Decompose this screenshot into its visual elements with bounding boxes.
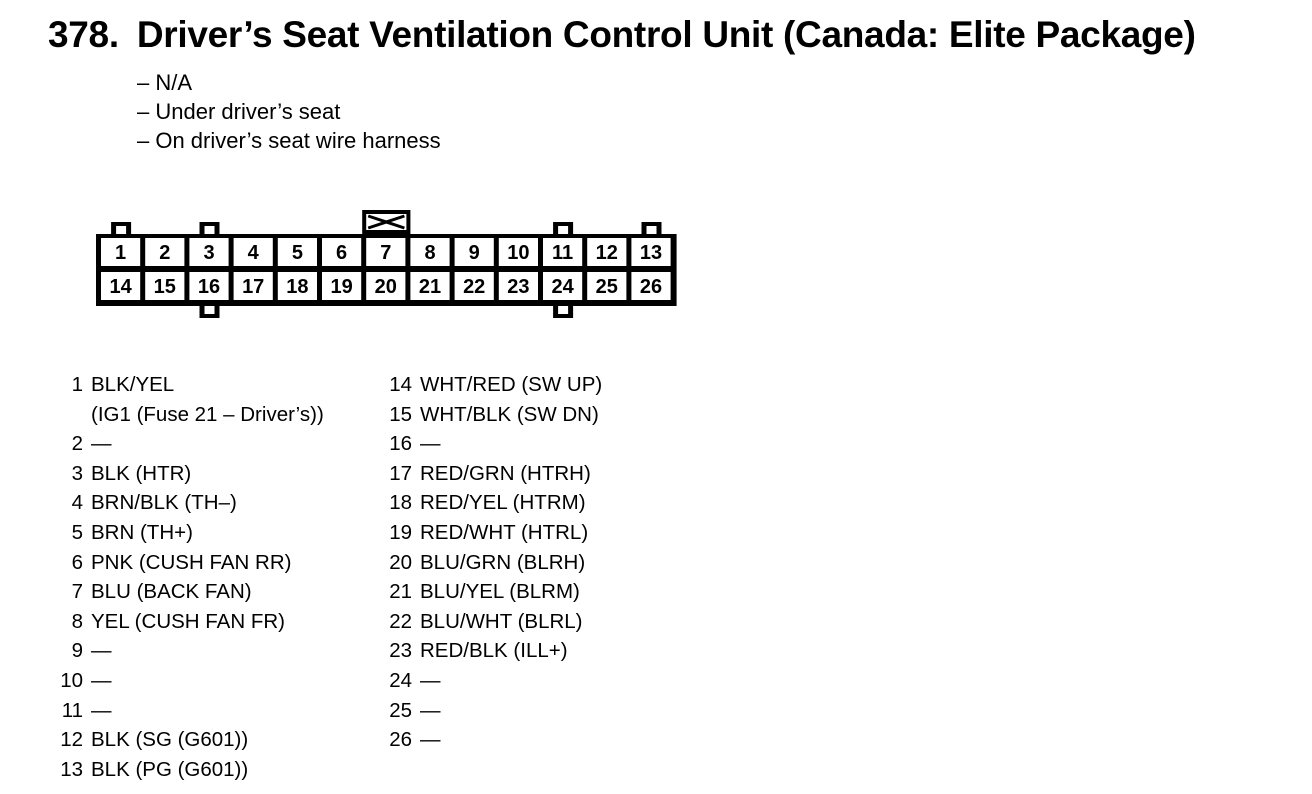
pin-description bbox=[420, 429, 441, 459]
pin-row bbox=[380, 636, 602, 666]
wire-color: BLU/GRN (BLRH) bbox=[420, 550, 586, 574]
pin-number: 17 bbox=[389, 461, 412, 485]
pin-number: 1 bbox=[71, 373, 83, 396]
pin-description bbox=[91, 755, 248, 785]
pin-description bbox=[91, 370, 324, 429]
pin-list-left bbox=[50, 370, 324, 784]
pin-cell-number: 5 bbox=[291, 242, 303, 264]
pin-cell-number: 13 bbox=[639, 242, 663, 264]
wire-color: — bbox=[91, 639, 112, 663]
pin-row bbox=[380, 725, 602, 755]
pin-row bbox=[380, 696, 602, 726]
connector-diagram bbox=[86, 204, 686, 320]
pin-row bbox=[50, 488, 324, 518]
pin-row bbox=[50, 636, 324, 666]
wire-color: — bbox=[91, 432, 112, 456]
pin-row bbox=[380, 370, 602, 400]
pin-row bbox=[380, 577, 602, 607]
pin-number: 16 bbox=[389, 432, 412, 456]
location-notes bbox=[137, 68, 441, 155]
pin-cell-number: 10 bbox=[507, 242, 530, 264]
wire-color: BLK (SG (G601)) bbox=[91, 728, 249, 752]
pin-number: 9 bbox=[71, 639, 83, 663]
pin-cell-number: 22 bbox=[463, 276, 486, 298]
wire-color: — bbox=[91, 698, 112, 722]
pin-cell-number: 23 bbox=[507, 276, 530, 298]
pin-row bbox=[380, 666, 602, 696]
pin-row bbox=[50, 696, 324, 726]
wire-color: YEL (CUSH FAN FR) bbox=[91, 609, 286, 633]
section-number: 378. bbox=[48, 14, 119, 55]
pin-description bbox=[420, 607, 583, 637]
pin-description bbox=[420, 636, 568, 666]
pin-description bbox=[91, 696, 112, 726]
pin-number: 25 bbox=[389, 698, 412, 722]
wire-note: (IG1 (Fuse 21 – Driver’s)) bbox=[91, 402, 324, 426]
pin-row bbox=[380, 459, 602, 489]
pin-row bbox=[380, 429, 602, 459]
wire-color: — bbox=[420, 698, 441, 722]
pin-cell-number: 17 bbox=[242, 276, 265, 298]
pin-row bbox=[50, 725, 324, 755]
pin-description bbox=[91, 636, 112, 666]
pin-description bbox=[91, 488, 237, 518]
wire-color: PNK (CUSH FAN RR) bbox=[91, 550, 292, 574]
wire-color: — bbox=[420, 668, 441, 692]
pin-description bbox=[91, 548, 291, 578]
wire-color: RED/WHT (HTRL) bbox=[420, 520, 589, 544]
pin-row bbox=[380, 607, 602, 637]
pin-number: 26 bbox=[389, 728, 412, 752]
wire-color: BRN (TH+) bbox=[91, 520, 193, 544]
pin-number: 20 bbox=[389, 550, 412, 574]
pin-description bbox=[91, 666, 112, 696]
pin-description bbox=[420, 370, 602, 400]
pin-cell-number: 12 bbox=[595, 242, 618, 264]
pin-number: 22 bbox=[389, 609, 412, 633]
pin-cell-number: 3 bbox=[203, 242, 215, 264]
pin-number: 4 bbox=[71, 491, 83, 515]
pin-row bbox=[50, 429, 324, 459]
section-title: Driver’s Seat Ventilation Control Unit (Canada: Elite Package) bbox=[136, 14, 1196, 55]
pin-number: 23 bbox=[389, 639, 412, 663]
pin-list-right bbox=[380, 370, 602, 755]
wire-color: RED/YEL (HTRM) bbox=[420, 491, 586, 515]
pin-number: 10 bbox=[60, 668, 83, 692]
pin-description bbox=[91, 725, 248, 755]
note-line: – N/A bbox=[137, 70, 193, 95]
pin-description bbox=[420, 577, 580, 607]
pin-description bbox=[91, 607, 285, 637]
pin-number: 5 bbox=[71, 520, 83, 544]
pin-description bbox=[420, 696, 441, 726]
wire-color: BLK (PG (G601)) bbox=[91, 757, 249, 781]
wire-color: BLU/WHT (BLRL) bbox=[420, 609, 583, 633]
pin-description bbox=[420, 725, 441, 755]
pin-cell-number: 18 bbox=[286, 276, 309, 298]
pin-number: 11 bbox=[61, 698, 83, 722]
pin-cell-number: 24 bbox=[551, 276, 574, 298]
pin-cell-number: 19 bbox=[330, 276, 353, 298]
pin-number: 2 bbox=[71, 432, 83, 456]
pin-description bbox=[420, 400, 599, 430]
wire-color: RED/BLK (ILL+) bbox=[420, 639, 568, 663]
pin-number: 18 bbox=[389, 491, 412, 515]
pin-row bbox=[380, 488, 602, 518]
pin-cell-number: 2 bbox=[159, 242, 171, 264]
pin-description bbox=[420, 518, 588, 548]
pin-cell-number: 20 bbox=[374, 276, 397, 298]
pin-cell-number: 21 bbox=[418, 276, 442, 298]
note-line: – On driver’s seat wire harness bbox=[137, 128, 441, 153]
page-title bbox=[48, 14, 1196, 56]
pin-cell-number: 15 bbox=[153, 276, 176, 298]
pin-row bbox=[50, 459, 324, 489]
pin-row bbox=[50, 755, 324, 785]
pin-description bbox=[420, 488, 586, 518]
pin-number: 8 bbox=[71, 609, 83, 633]
pin-row bbox=[50, 607, 324, 637]
wire-color: BLK/YEL bbox=[91, 373, 175, 396]
pin-number: 6 bbox=[71, 550, 83, 574]
pin-description bbox=[91, 577, 252, 607]
pin-cell-number: 16 bbox=[197, 276, 221, 298]
pin-number: 24 bbox=[389, 668, 412, 692]
pin-cell-number: 25 bbox=[595, 276, 618, 298]
wire-color: WHT/RED (SW UP) bbox=[420, 373, 603, 396]
pin-number: 21 bbox=[389, 580, 412, 604]
pin-row bbox=[380, 548, 602, 578]
wire-color: — bbox=[420, 432, 441, 456]
wire-color: — bbox=[420, 728, 441, 752]
pin-cell-number: 14 bbox=[109, 276, 132, 298]
pin-description bbox=[91, 459, 191, 489]
pin-cell-number: 9 bbox=[468, 242, 480, 264]
pin-cell-number: 4 bbox=[247, 242, 259, 264]
pin-number: 3 bbox=[71, 461, 83, 485]
pin-cell-number: 6 bbox=[336, 242, 348, 264]
pin-cell-number: 26 bbox=[639, 276, 663, 298]
wire-color: — bbox=[91, 668, 112, 692]
note-line: – Under driver’s seat bbox=[137, 99, 341, 124]
pin-cell-number: 8 bbox=[424, 242, 436, 264]
pin-number: 12 bbox=[60, 728, 83, 752]
pin-description bbox=[91, 518, 193, 548]
pin-row bbox=[380, 518, 602, 548]
wire-color: BLU (BACK FAN) bbox=[91, 580, 252, 604]
pin-number: 19 bbox=[389, 520, 412, 544]
wire-color: WHT/BLK (SW DN) bbox=[420, 402, 599, 426]
pin-cell-number: 11 bbox=[552, 242, 574, 264]
pin-number: 13 bbox=[60, 757, 83, 781]
pin-row bbox=[50, 666, 324, 696]
wire-color: RED/GRN (HTRH) bbox=[420, 461, 591, 485]
wire-color: BLU/YEL (BLRM) bbox=[420, 580, 580, 604]
pin-row bbox=[50, 577, 324, 607]
wire-color: BLK (HTR) bbox=[91, 461, 192, 485]
pin-row bbox=[50, 548, 324, 578]
pin-description bbox=[420, 459, 591, 489]
pin-cell-number: 1 bbox=[115, 242, 127, 264]
pin-row bbox=[50, 370, 324, 429]
pin-number: 7 bbox=[71, 580, 83, 604]
pin-cell-number: 7 bbox=[380, 242, 392, 264]
pin-row bbox=[380, 400, 602, 430]
pin-number: 15 bbox=[389, 402, 412, 426]
pin-description bbox=[420, 666, 441, 696]
wire-color: BRN/BLK (TH–) bbox=[91, 491, 237, 515]
pin-description bbox=[420, 548, 585, 578]
pin-description bbox=[91, 429, 112, 459]
pin-row bbox=[50, 518, 324, 548]
pin-number: 14 bbox=[389, 373, 412, 396]
